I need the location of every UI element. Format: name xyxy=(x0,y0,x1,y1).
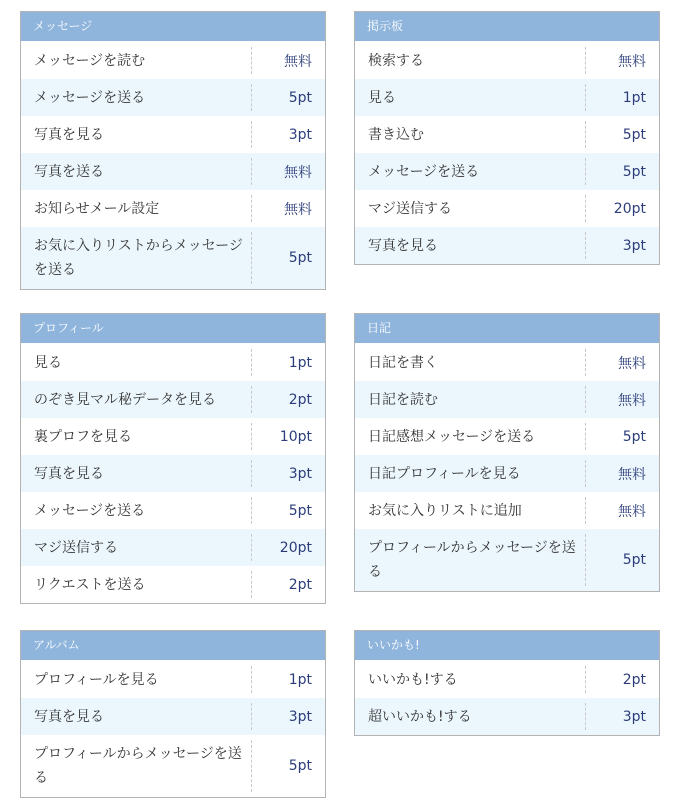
table-row xyxy=(355,42,659,79)
row-label: 日記を読む xyxy=(355,386,586,413)
row-label: 裏プロフを見る xyxy=(21,423,252,450)
row-price: 2pt xyxy=(622,671,646,688)
row-label: 検索する xyxy=(355,47,586,74)
table-header: プロフィール xyxy=(21,314,325,344)
album-price-table xyxy=(20,630,326,798)
row-price: 5pt xyxy=(288,89,312,106)
bbs-price-table xyxy=(354,11,660,265)
row-label: 写真を送る xyxy=(21,158,252,185)
row-price: 5pt xyxy=(622,552,646,568)
row-price: 5pt xyxy=(622,428,646,445)
row-label: プロフィールからメッセージを送る xyxy=(355,534,586,586)
row-label: お気に入りリストに追加 xyxy=(355,497,586,524)
row-price: 無料 xyxy=(618,355,646,372)
row-price: 3pt xyxy=(622,708,646,725)
row-label: プロフィールを見る xyxy=(21,666,252,693)
table-row xyxy=(355,381,659,418)
row-label: 写真を見る xyxy=(21,460,252,487)
table-row xyxy=(21,344,325,381)
row-label: のぞき見マル秘データを見る xyxy=(21,386,252,413)
row-label: 書き込む xyxy=(355,121,586,148)
profile-price-table xyxy=(20,313,326,604)
row-price: 無料 xyxy=(284,201,312,218)
row-price: 20pt xyxy=(279,539,312,556)
row-price: 5pt xyxy=(288,502,312,519)
row-price: 1pt xyxy=(288,354,312,371)
row-label: 見る xyxy=(21,349,252,376)
table-row xyxy=(21,42,325,79)
table-row xyxy=(355,153,659,190)
row-label: リクエストを送る xyxy=(21,571,252,598)
row-price: 5pt xyxy=(622,126,646,143)
table-row xyxy=(355,529,659,591)
table-row xyxy=(355,116,659,153)
row-price: 3pt xyxy=(622,237,646,254)
row-label: 写真を見る xyxy=(21,703,252,730)
row-label: 日記を書く xyxy=(355,349,586,376)
row-label: 日記感想メッセージを送る xyxy=(355,423,586,450)
row-price: 3pt xyxy=(288,465,312,482)
row-price: 2pt xyxy=(288,391,312,408)
table-header: いいかも! xyxy=(355,631,659,661)
row-price: 2pt xyxy=(288,576,312,593)
row-price: 5pt xyxy=(288,758,312,774)
table-header: アルバム xyxy=(21,631,325,661)
row-price: 3pt xyxy=(288,126,312,143)
row-price: 3pt xyxy=(288,708,312,725)
table-row xyxy=(21,116,325,153)
table-row xyxy=(21,661,325,698)
row-price: 5pt xyxy=(622,163,646,180)
row-price: 無料 xyxy=(618,53,646,70)
row-price: 1pt xyxy=(288,671,312,688)
row-label: 写真を見る xyxy=(355,232,586,259)
row-price: 無料 xyxy=(284,164,312,181)
row-label: メッセージを送る xyxy=(21,84,252,111)
row-label: 写真を見る xyxy=(21,121,252,148)
table-row xyxy=(355,455,659,492)
row-price: 5pt xyxy=(288,250,312,266)
table-row xyxy=(355,698,659,735)
row-price: 20pt xyxy=(613,200,646,217)
row-price: 無料 xyxy=(618,503,646,520)
table-row xyxy=(355,227,659,264)
table-row xyxy=(355,661,659,698)
table-row xyxy=(355,79,659,116)
row-label: マジ送信する xyxy=(355,195,586,222)
row-price: 無料 xyxy=(618,392,646,409)
table-row xyxy=(21,381,325,418)
table-header: 掲示板 xyxy=(355,12,659,42)
table-header: 日記 xyxy=(355,314,659,344)
row-label: 見る xyxy=(355,84,586,111)
table-row xyxy=(21,566,325,603)
row-price: 無料 xyxy=(284,53,312,70)
table-row xyxy=(21,227,325,289)
table-row xyxy=(355,344,659,381)
row-label: 日記プロフィールを見る xyxy=(355,460,586,487)
table-header: メッセージ xyxy=(21,12,325,42)
row-label: メッセージを読む xyxy=(21,47,252,74)
table-row xyxy=(21,735,325,797)
row-label: メッセージを送る xyxy=(21,497,252,524)
table-row xyxy=(21,153,325,190)
table-row xyxy=(21,492,325,529)
diary-price-table xyxy=(354,313,660,592)
row-label: 超いいかも!する xyxy=(355,703,586,730)
message-price-table xyxy=(20,11,326,290)
table-row xyxy=(21,79,325,116)
row-label: お知らせメール設定 xyxy=(21,195,252,222)
table-row xyxy=(355,492,659,529)
row-price: 10pt xyxy=(279,428,312,445)
row-price: 無料 xyxy=(618,466,646,483)
table-row xyxy=(21,418,325,455)
iikamo-price-table xyxy=(354,630,660,736)
row-label: いいかも!する xyxy=(355,666,586,693)
table-row xyxy=(21,190,325,227)
table-row xyxy=(21,455,325,492)
row-label: マジ送信する xyxy=(21,534,252,561)
table-row xyxy=(355,418,659,455)
row-label: プロフィールからメッセージを送る xyxy=(21,740,252,792)
row-price: 1pt xyxy=(622,89,646,106)
table-row xyxy=(21,698,325,735)
row-label: メッセージを送る xyxy=(355,158,586,185)
row-label: お気に入りリストからメッセージを送る xyxy=(21,232,252,284)
table-row xyxy=(355,190,659,227)
table-row xyxy=(21,529,325,566)
